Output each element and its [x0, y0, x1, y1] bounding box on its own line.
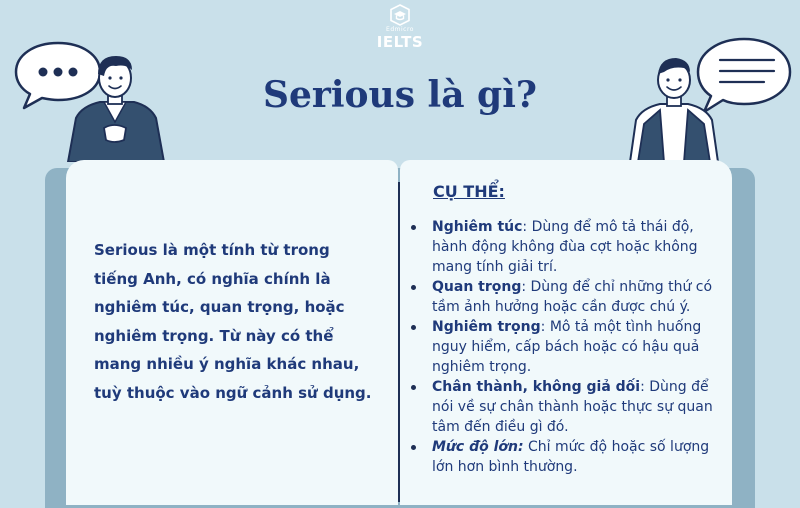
meaning-term: Nghiêm túc — [432, 219, 523, 235]
brand-name-ielts: IELTS — [376, 33, 424, 51]
graduation-cap-icon — [388, 3, 412, 27]
meaning-item — [432, 217, 727, 277]
brand-name-small: Edmicro — [386, 26, 414, 33]
meaning-term: Chân thành, không giả dối — [432, 379, 641, 395]
meaning-term: Quan trọng — [432, 279, 522, 295]
meaning-text: : Dùng để mô tả thái độ, hành động không đùa cợt hoặc không mang tính giải trí. — [432, 219, 698, 275]
section-title: CỤ THỂ: — [433, 182, 505, 201]
meaning-item — [432, 277, 727, 317]
bullet-icon — [411, 225, 416, 230]
meaning-text: Chỉ mức độ hoặc số lượng lớn hơn bình thường. — [432, 439, 710, 475]
bullet-icon — [411, 385, 416, 390]
meaning-text: : Dùng để chỉ những thứ có tầm ảnh hưởng hoặc cần được chú ý. — [432, 279, 713, 315]
meaning-text: : Mô tả một tình huống nguy hiểm, cấp bách hoặc có hậu quả nghiêm trọng. — [432, 319, 702, 375]
page-title: Serious là gì? — [262, 74, 537, 116]
meaning-text: : Dùng để nói về sự chân thành hoặc thực sự quan tâm đến điều gì đó. — [432, 379, 713, 435]
meaning-item — [432, 317, 727, 377]
book-spine-divider — [398, 182, 400, 502]
definition-intro: Serious là một tính từ trong tiếng Anh, có nghĩa chính là nghiêm túc, quan trọng, hoặc nghiêm trọng. Từ này có thể mang nhiều ý nghĩa khác nhau, tuỳ thuộc vào ngữ cảnh sử dụng. — [94, 241, 372, 402]
bullet-icon — [411, 445, 416, 450]
brand-logo — [360, 3, 440, 51]
bullet-icon — [411, 285, 416, 290]
meaning-item — [432, 377, 727, 437]
meaning-term: Mức độ lớn: — [432, 439, 524, 455]
meanings-list — [432, 217, 727, 477]
meaning-item — [432, 437, 727, 477]
bullet-icon — [411, 325, 416, 330]
meaning-term: Nghiêm trọng — [432, 319, 541, 335]
